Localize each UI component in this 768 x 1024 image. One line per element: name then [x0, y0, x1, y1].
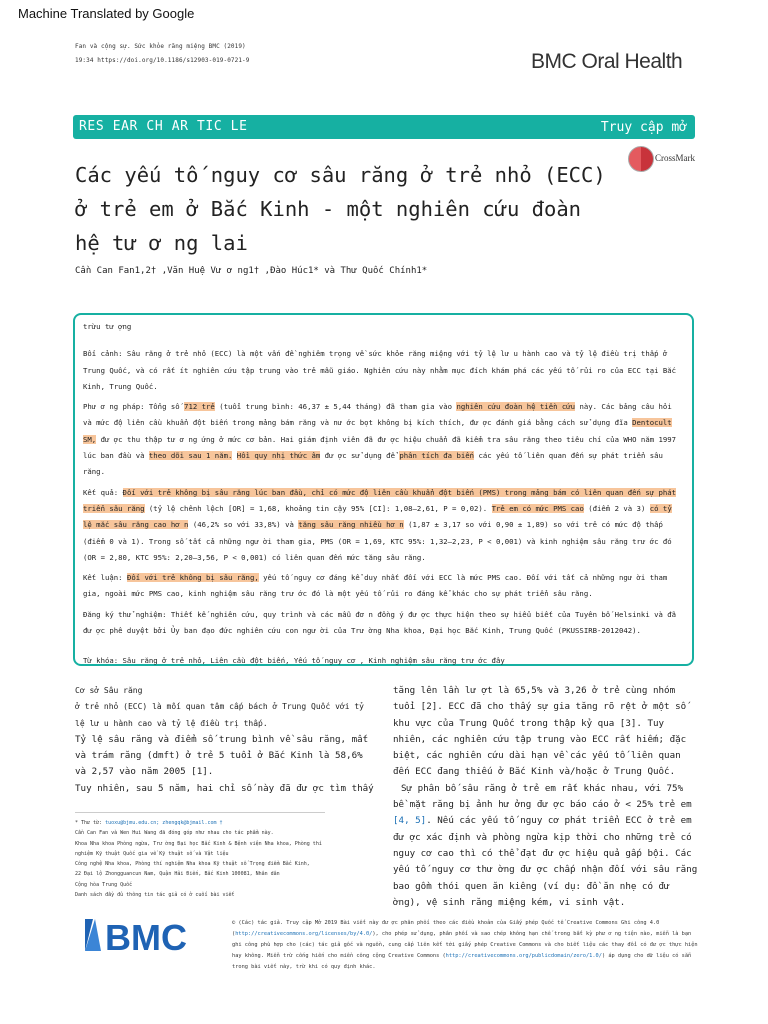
citation-line: Fan và cộng sự. Sức khỏe răng miệng BMC (2019) — [75, 43, 246, 50]
citation-link[interactable]: [4, 5] — [393, 815, 427, 827]
section-heading: Cơ sở Sâu răng — [75, 686, 143, 695]
article-type-banner — [73, 115, 695, 139]
open-access-label[interactable]: Truy cập mở — [600, 120, 687, 135]
abstract-content — [83, 315, 683, 670]
abstract-background: Bối cảnh: Sâu răng ở trẻ nhỏ (ECC) là một vấn đề nghiêm trọng về sức khỏe răng miệng với tỷ lệ lư u hành cao và tỷ lệ điều trị thấp ở Trung Quốc, và có rất ít nghiên cứu tập trung vào trẻ mẫu giáo. Nghiên cứu này nhằm mục đích khám phá các yếu tố rủi ro của ECC tại Bắc Kinh, Trung Quốc. — [83, 349, 677, 391]
article-type-label: RES EAR CH AR TIC LE — [79, 119, 248, 134]
abstract-keywords: Từ khóa: Sâu răng ở trẻ nhỏ, Liên cầu đột biến, Yếu tố nguy cơ , Kinh nghiệm sâu răng trư ớc đây — [83, 656, 505, 666]
body-left-column — [75, 683, 375, 797]
footnote-line: Danh sách đầy đủ thông tin tác giả có ở cuối bài viết — [75, 892, 235, 899]
bmc-logo — [83, 915, 218, 955]
body-paragraph: Tuy nhiên, sau 5 năm, hai chỉ số này đã đư ợc tìm thấy — [75, 782, 374, 794]
footnote-line: Cộng hòa Trung Quốc — [75, 881, 133, 888]
footnote-line: Công nghệ Nha khoa, Phòng thí nghiệm Nha khoa Kỹ thuật số Trọng điểm Bắc Kinh, — [75, 861, 310, 868]
abstract-methods: Phư ơ ng pháp: Tổng số 712 trẻ (tuổi trung bình: 46,37 ± 5,44 tháng) đã tham gia vào nghiên cứu đoàn hệ tiền cứu này. Các bảng câu hỏi và mức độ liên cầu khuẩn đột biến trong mảng bám răng và nư ớc bọt không bị kích thích, đư ợc đánh giá bằng cách sử dụng đĩa Dentocult SM, đư ợc thu thập tư ơ ng ứng ở mức cơ bản. Hai giám định viên đã đư ợc hiệu chuẩn đã kiểm tra sâu răng theo tiêu chí của WHO năm 1997 lúc ban đầu và theo dõi sau 1 năm. Hồi quy nhị thức âm đư ợc sử dụng để phân tích đa biến các yếu tố liên quan đến sự phát triển sâu răng. — [83, 402, 677, 477]
email-link[interactable]: tuoxu@bjmu.edu.cn; zhengqk@bjmail.com † — [105, 820, 223, 826]
abstract-box — [73, 313, 694, 666]
footnote-line: Khoa Nha khoa Phòng ngừa, Trư ờng Đại học Bắc Kinh & Bệnh viện Nha khoa, Phòng thí — [75, 840, 322, 847]
footnote-line: nghiệm Kỹ thuật Quốc gia về Kỹ thuật số và Vật liệu — [75, 850, 229, 857]
footnotes — [75, 818, 375, 900]
article-title: Các yếu tố nguy cơ sâu răng ở trẻ nhỏ (ECC) ở trẻ em ở Bắc Kinh - một nghiên cứu đoàn hệ tư ơ ng lai — [75, 163, 606, 255]
abstract-heading: trừu tư ợng — [83, 322, 132, 331]
license-text: © (Các) tác giả. Truy cập Mở 2019 Bài viết này đư ợc phân phối theo các điều khoản của Giấy phép Quốc tế Creative Commons Ghi công 4.0 (http://creativecommons.org/licenses/by/4.0/), cho phép sử dụng, phân phối và sao chép không hạn chế trong bất kỳ phư ơ ng tiện nào, miễn là bạn ghi công phù hợp cho (các) tác giả gốc và nguồn, cung cấp liên kết tới giấy phép Creative Commons và cho biết liệu các thay đổi có đư ợc thực hiện hay không. Miễn trừ cống hiến cho miền công cộng Creative Commons (http://creativecommons.org/publicdomain/zero/1.0/) áp dụng cho dữ liệu có sẵn trong bài viết này, trừ khi có quy định khác. — [232, 920, 698, 970]
body-paragraph: Tỷ lệ sâu răng và điểm số trung bình về sâu răng, mất và trám răng (dmft) ở trẻ 5 tuổi ở Bắc Kinh là 58,6% và 2,57 vào năm 2005 [1]. — [75, 733, 369, 778]
body-right-column — [393, 683, 698, 911]
abstract-registration: Đăng ký thử nghiệm: Thiết kế nghiên cứu, quy trình và các mẫu đơ n đồng ý đư ợc thực hiện theo sự hiểu biết của Tuyên bố Helsinki và đã đư ợc phê duyệt bởi Ủy ban đạo đức nghiên cứu con ngư ời của Trư ờng Nha khoa, Đại học Bắc Kinh, Trung Quốc (PKUSSIRB-2012042). — [83, 609, 677, 636]
body-paragraph: ở trẻ nhỏ (ECC) là mối quan tâm cấp bách ở Trung Quốc với tỷ lệ lư u hành cao và tỷ lệ điều trị thấp. — [75, 702, 364, 728]
footnote-line: 22 Đại lộ Zhongguancun Nam, Quận Hải Điến, Bắc Kinh 100081, Nhân dân — [75, 871, 280, 878]
body-paragraph: tăng lên lần lư ợt là 65,5% và 3,26 ở trẻ cùng nhóm tuổi [2]. ECC đã cho thấy sự gia tăng rõ rệt ở một số khu vực của Trung Quốc trong thập kỷ qua [3]. Tuy nhiên, các nghiên cứu tập trung vào ECC rất hiếm; đặc biệt, các nghiên cứu dài hạn về các yếu tố liên quan đến ECC đang thiếu ở Bắc Kinh và/hoặc ở Trung Quốc. — [393, 685, 687, 778]
doi-line[interactable]: 19:34 https://doi.org/10.1186/s12903-019-0721-9 — [75, 57, 250, 64]
bmc-logo-text: BMC — [105, 917, 187, 955]
footnote-divider — [75, 812, 325, 813]
public-domain-link[interactable]: http://creativecommons.org/publicdomain/zero/1.0/ — [445, 953, 602, 959]
crossmark-icon — [628, 146, 654, 172]
author-list: Cần Can Fan1,2† ,Văn Huệ Vư ơ ng1† ,Đào Húc1* và Thư Quốc Chính1* — [75, 266, 428, 276]
abstract-results: Kết quả: Đối với trẻ không bị sâu răng lúc ban đầu, chỉ có mức độ liên cầu khuẩn đột biến (PMS) trong mảng bám có liên quan đến sự phát triển sâu răng (tỷ lệ chênh lệch [OR] = 1,68, khoảng tin cậy 95% [CI]: 1,08–2,61, P = 0,02). Trẻ em có mức PMS cao (điểm 2 và 3) có tỷ lệ mắc sâu răng cao hơ n (46,2% so với 33,8%) và tăng sâu răng nhiều hơ n (1,87 ± 3,17 so với 0,90 ± 1,89) so với trẻ có mức độ thấp (điểm 0 và 1). Trong số tất cả những ngư ời tham gia, PMS (OR = 1,69, KTC 95%: 1,32–2,23, P < 0,001) và kinh nghiệm sâu răng trư ớc đó (OR = 2,80, KTC 95%: 2,20–3,56, P < 0,001) có liên quan đến mức tăng sâu răng. — [83, 487, 677, 562]
crossmark-badge[interactable] — [628, 146, 698, 174]
license-link[interactable]: http://creativecommons.org/licenses/by/4.0/ — [235, 931, 373, 937]
journal-title: BMC Oral Health — [531, 50, 683, 73]
body-paragraph: Sự phân bố sâu răng ở trẻ em rất khác nhau, với 75% bề mặt răng bị ảnh hư ởng đư ợc báo cáo ở < 25% trẻ em [4, 5]. Nếu các yếu tố nguy cơ phát triển ECC ở trẻ em đư ợc xác định và phòng ngừa kịp thời cho những trẻ có nguy cơ cao thì có thể đạt đư ợc hiệu quả gấp bội. Các yếu tố nguy cơ thư ờng đư ợc chấp nhận đối với sâu răng bao gồm thói quen ăn kiêng (ví dụ: đồ ăn nhẹ có đư ờng), vệ sinh răng miệng kém, vi sinh vật. — [393, 782, 698, 908]
footnote-line: Cần Can Fan và Wen Hui Wang đã đóng góp như nhau cho tác phẩm này. — [75, 830, 274, 837]
crossmark-label: CrossMark — [655, 153, 695, 163]
machine-translated-label: Machine Translated by Google — [18, 6, 195, 21]
correspondence-line: * Thư từ: tuoxu@bjmu.edu.cn; zhengqk@bjmail.com † — [75, 820, 223, 826]
abstract-conclusion: Kết luận: Đối với trẻ không bị sâu răng, yếu tố nguy cơ đáng kể duy nhất đối với ECC là mức PMS cao. Đối với tất cả những ngư ời tham gia, ngoài mức PMS cao, kinh nghiệm sâu răng trư ớc đó là một yếu tố rủi ro đáng kể khác cho sự phát triển sâu răng. — [83, 573, 668, 599]
